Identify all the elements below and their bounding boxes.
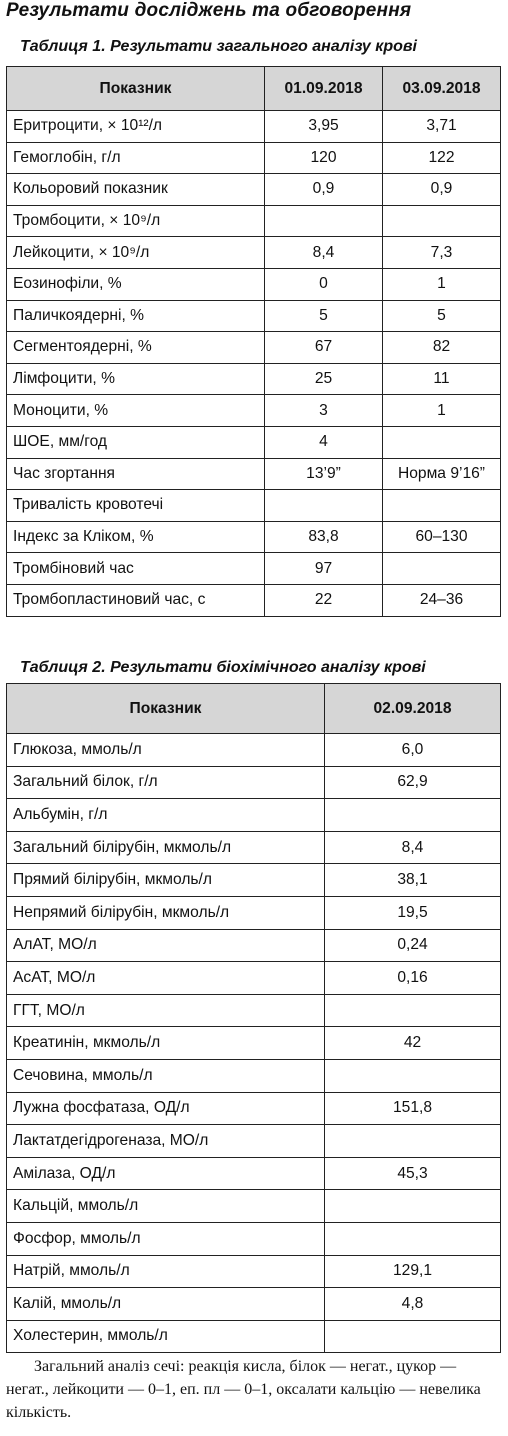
table-row: [7, 1092, 501, 1125]
indicator-value: [325, 1222, 501, 1255]
indicator-value: 0: [265, 268, 383, 300]
indicator-value: [383, 490, 501, 522]
indicator-value: Норма 9’16”: [383, 458, 501, 490]
table-row: [7, 395, 501, 427]
table-row: [7, 1157, 501, 1190]
table1-caption: Таблиця 1. Результати загального аналізу крові: [20, 38, 417, 55]
indicator-value: 129,1: [325, 1255, 501, 1288]
column-header: 01.09.2018: [265, 67, 383, 111]
indicator-value: 38,1: [325, 864, 501, 897]
indicator-name: Гемоглобін, г/л: [7, 142, 265, 174]
indicator-value: 25: [265, 363, 383, 395]
table-row: [7, 426, 501, 458]
indicator-name: Тривалість кровотечі: [7, 490, 265, 522]
indicator-value: 3,71: [383, 111, 501, 143]
indicator-name: Тромбіновий час: [7, 553, 265, 585]
table-row: [7, 332, 501, 364]
table-row: [7, 174, 501, 206]
indicator-name: Еозинофіли, %: [7, 268, 265, 300]
table-row: [7, 994, 501, 1027]
table-row: [7, 142, 501, 174]
table-row: [7, 300, 501, 332]
indicator-name: Натрій, ммоль/л: [7, 1255, 325, 1288]
indicator-name: Прямий білірубін, мкмоль/л: [7, 864, 325, 897]
indicator-value: 0,24: [325, 929, 501, 962]
indicator-value: 5: [383, 300, 501, 332]
indicator-value: 1: [383, 268, 501, 300]
indicator-value: 151,8: [325, 1092, 501, 1125]
indicator-name: ШОЕ, мм/год: [7, 426, 265, 458]
indicator-value: 97: [265, 553, 383, 585]
indicator-value: 4: [265, 426, 383, 458]
table-row: [7, 521, 501, 553]
indicator-value: 67: [265, 332, 383, 364]
column-header: Показник: [7, 684, 325, 734]
table-row: [7, 1255, 501, 1288]
table-row: [7, 1288, 501, 1321]
indicator-name: Фосфор, ммоль/л: [7, 1222, 325, 1255]
indicator-value: 22: [265, 584, 383, 616]
indicator-value: 83,8: [265, 521, 383, 553]
table-row: [7, 1125, 501, 1158]
table-row: [7, 799, 501, 832]
column-header: Показник: [7, 67, 265, 111]
indicator-value: [265, 490, 383, 522]
table-row: [7, 111, 501, 143]
table-row: [7, 831, 501, 864]
table-row: [7, 363, 501, 395]
indicator-value: [325, 994, 501, 1027]
indicator-value: [325, 1125, 501, 1158]
indicator-value: 45,3: [325, 1157, 501, 1190]
indicator-name: Непрямий білірубін, мкмоль/л: [7, 896, 325, 929]
indicator-value: [325, 1059, 501, 1092]
indicator-value: [325, 799, 501, 832]
indicator-name: Альбумін, г/л: [7, 799, 325, 832]
indicator-value: 0,16: [325, 962, 501, 995]
indicator-name: АлАТ, МО/л: [7, 929, 325, 962]
section-title: Результати досліджень та обговорення: [6, 0, 412, 21]
indicator-value: 122: [383, 142, 501, 174]
blood-analysis-table: [6, 66, 501, 617]
table-row: [7, 962, 501, 995]
table-row: [7, 1190, 501, 1223]
indicator-value: 0,9: [383, 174, 501, 206]
indicator-value: 1: [383, 395, 501, 427]
indicator-value: [265, 205, 383, 237]
indicator-name: Лейкоцити, × 10⁹/л: [7, 237, 265, 269]
table-row: [7, 1222, 501, 1255]
indicator-value: 82: [383, 332, 501, 364]
table-row: [7, 766, 501, 799]
indicator-value: 19,5: [325, 896, 501, 929]
indicator-name: Креатинін, мкмоль/л: [7, 1027, 325, 1060]
indicator-value: 60–130: [383, 521, 501, 553]
indicator-name: Амілаза, ОД/л: [7, 1157, 325, 1190]
indicator-value: 24–36: [383, 584, 501, 616]
table-row: [7, 929, 501, 962]
indicator-name: Лімфоцити, %: [7, 363, 265, 395]
indicator-name: Глюкоза, ммоль/л: [7, 734, 325, 767]
table-row: [7, 237, 501, 269]
indicator-name: Кальцій, ммоль/л: [7, 1190, 325, 1223]
table-row: [7, 458, 501, 490]
indicator-value: 11: [383, 363, 501, 395]
indicator-value: [383, 553, 501, 585]
indicator-value: [383, 205, 501, 237]
indicator-value: 4,8: [325, 1288, 501, 1321]
table-row: [7, 864, 501, 897]
indicator-name: Сечовина, ммоль/л: [7, 1059, 325, 1092]
indicator-value: 13’9”: [265, 458, 383, 490]
indicator-value: [325, 1320, 501, 1353]
indicator-value: [383, 426, 501, 458]
indicator-value: [325, 1190, 501, 1223]
indicator-value: 62,9: [325, 766, 501, 799]
column-header: 03.09.2018: [383, 67, 501, 111]
indicator-name: Сегментоядерні, %: [7, 332, 265, 364]
indicator-name: Паличкоядерні, %: [7, 300, 265, 332]
urinalysis-text: Загальний аналіз сечі: реакція кисла, білок — негат., цукор — негат., лейкоцити — 0–1, еп. пл — 0–1, оксалати кальцію — невелика кількість.: [6, 1358, 481, 1421]
table-row: [7, 268, 501, 300]
indicator-name: АсАТ, МО/л: [7, 962, 325, 995]
table-row: [7, 490, 501, 522]
table-row: [7, 896, 501, 929]
indicator-name: Калій, ммоль/л: [7, 1288, 325, 1321]
table-row: [7, 205, 501, 237]
indicator-value: 5: [265, 300, 383, 332]
indicator-value: 8,4: [325, 831, 501, 864]
indicator-value: 8,4: [265, 237, 383, 269]
indicator-name: Час згортання: [7, 458, 265, 490]
indicator-name: Холестерин, ммоль/л: [7, 1320, 325, 1353]
indicator-name: Кольоровий показник: [7, 174, 265, 206]
indicator-name: Тромбоцити, × 10⁹/л: [7, 205, 265, 237]
indicator-name: Лактатдегідрогеназа, МО/л: [7, 1125, 325, 1158]
table-row: [7, 734, 501, 767]
indicator-value: 120: [265, 142, 383, 174]
table-row: [7, 584, 501, 616]
urinalysis-note: [6, 1355, 502, 1424]
indicator-value: 7,3: [383, 237, 501, 269]
indicator-value: 0,9: [265, 174, 383, 206]
indicator-name: Загальний білірубін, мкмоль/л: [7, 831, 325, 864]
indicator-name: ГГТ, МО/л: [7, 994, 325, 1027]
indicator-name: Моноцити, %: [7, 395, 265, 427]
biochemistry-table: [6, 683, 501, 1353]
table-row: [7, 1320, 501, 1353]
table-header-row: [7, 684, 501, 734]
indicator-value: 3: [265, 395, 383, 427]
indicator-name: Еритроцити, × 10¹²/л: [7, 111, 265, 143]
indicator-value: 42: [325, 1027, 501, 1060]
table-row: [7, 1059, 501, 1092]
indicator-name: Тромбопластиновий час, с: [7, 584, 265, 616]
indicator-name: Індекс за Кліком, %: [7, 521, 265, 553]
indicator-value: 3,95: [265, 111, 383, 143]
indicator-value: 6,0: [325, 734, 501, 767]
indicator-name: Загальний білок, г/л: [7, 766, 325, 799]
table-header-row: [7, 67, 501, 111]
table2-caption: Таблиця 2. Результати біохімічного аналізу крові: [20, 659, 426, 676]
column-header: 02.09.2018: [325, 684, 501, 734]
table-row: [7, 1027, 501, 1060]
indicator-name: Лужна фосфатаза, ОД/л: [7, 1092, 325, 1125]
table-row: [7, 553, 501, 585]
